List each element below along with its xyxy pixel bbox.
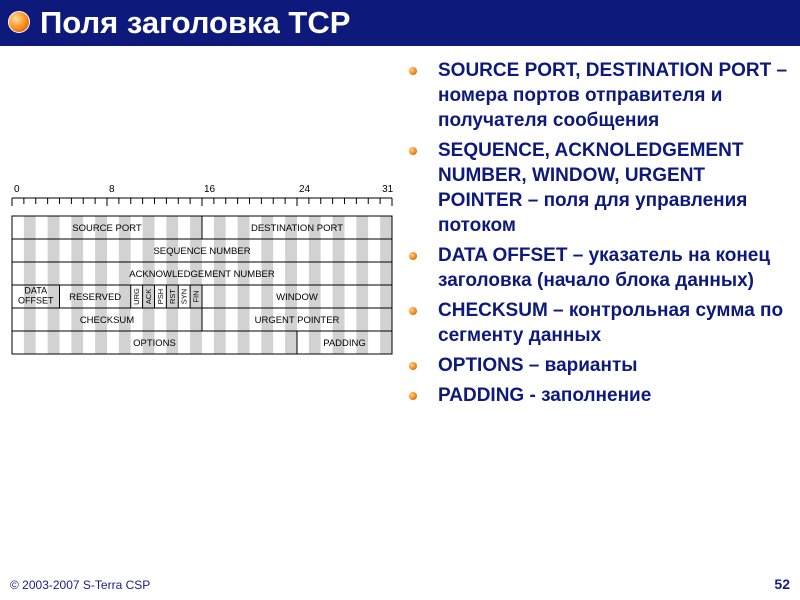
bullet-dot-icon — [409, 252, 417, 260]
bullet-item — [408, 58, 788, 133]
slide-title: Поля заголовка TCP — [40, 5, 351, 40]
field-label: OPTIONS — [133, 338, 176, 349]
field-label: CHECKSUM — [79, 315, 135, 326]
field-flag-label: PSH — [155, 288, 165, 305]
bullet-item — [408, 298, 788, 348]
bullet-dot-icon — [409, 67, 417, 75]
field-flag-label: FIN — [191, 290, 201, 303]
bullet-text: CHECKSUM – контрольная сумма по сегменту данных — [438, 300, 784, 346]
bullet-text: SOURCE PORT, DESTINATION PORT – номера портов отправителя и получателя сообщения — [438, 60, 788, 131]
bit-label: 0 — [14, 184, 20, 195]
field-flag-label: SYN — [179, 288, 189, 305]
bit-label: 31 — [382, 184, 394, 195]
page-number: 52 — [774, 576, 790, 592]
bit-label: 16 — [204, 184, 216, 195]
bullet-item — [408, 138, 788, 238]
bit-label: 8 — [109, 184, 115, 195]
field-label: SEQUENCE NUMBER — [153, 246, 251, 257]
field-label: WINDOW — [276, 292, 318, 303]
bullet-item — [408, 383, 788, 408]
field-flag-label: URG — [132, 288, 142, 305]
bullet-text: SEQUENCE, ACKNOLEDGEMENT NUMBER, WINDOW, URGENT POINTER – поля для управления потоком — [438, 140, 748, 236]
bullet-dot-icon — [409, 307, 417, 315]
field-flag-label: ACK — [144, 288, 154, 305]
field-label: DESTINATION PORT — [250, 223, 344, 234]
title-bar — [0, 0, 800, 46]
field-label: RESERVED — [69, 292, 122, 303]
field-flag-label: RST — [167, 289, 177, 304]
bullet-dot-icon — [409, 362, 417, 370]
footer-copyright: © 2003-2007 S-Terra CSP — [10, 578, 151, 592]
orb-bullet-icon — [8, 11, 30, 33]
field-label: DATA OFFSET — [18, 285, 54, 306]
bullet-dot-icon — [409, 392, 417, 400]
bullet-text: DATA OFFSET – указатель на конец заголовка (начало блока данных) — [438, 245, 771, 291]
field-label: URGENT POINTER — [254, 315, 340, 326]
bullet-text: PADDING - заполнение — [438, 385, 652, 406]
bullet-item — [408, 243, 788, 293]
field-label: PADDING — [323, 338, 366, 349]
tcp-header-diagram — [0, 170, 400, 370]
bullet-dot-icon — [409, 147, 417, 155]
bullet-list — [408, 58, 788, 413]
field-label: ACKNOWLEDGEMENT NUMBER — [129, 269, 275, 280]
field-label: SOURCE PORT — [72, 223, 142, 234]
bullet-item — [408, 353, 788, 378]
bit-label: 24 — [299, 184, 311, 195]
bullet-text: OPTIONS – варианты — [438, 355, 638, 376]
